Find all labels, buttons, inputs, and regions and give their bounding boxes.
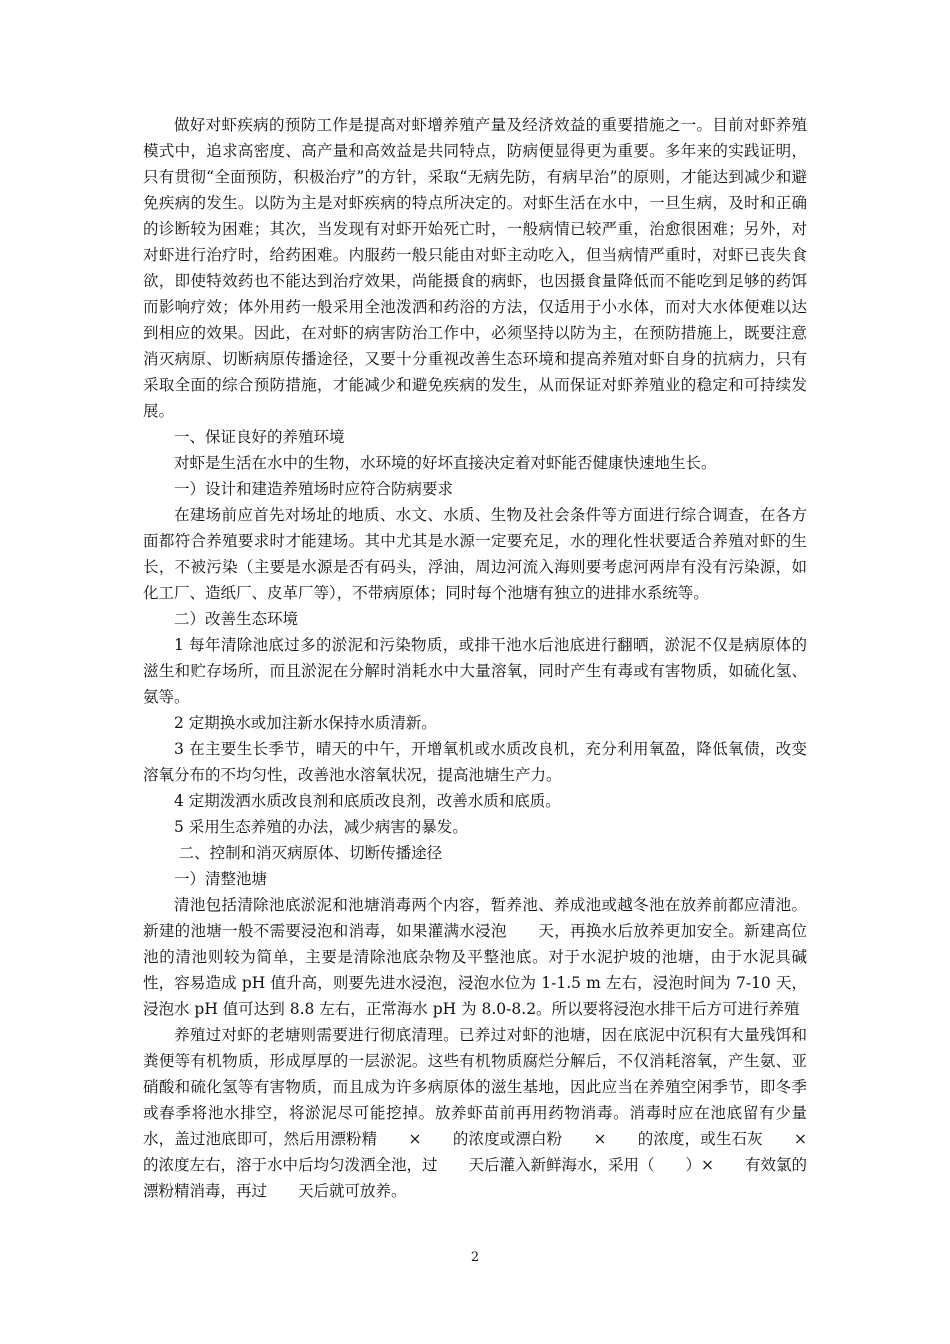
list-item-5: 5 采用生态养殖的办法，减少病害的暴发。 [174,818,468,836]
heading-subsection-1-2: 二）改善生态环境 [174,610,299,628]
paragraph-pond-cleaning: 清池包括清除池底淤泥和池塘消毒两个内容，暂养池、养成池或越冬池在放养前都应清池。新建的池塘一般不需要浸泡和消毒，如果灌满水浸泡 天，再换水后放养更加安全。新建高位池的清池则较为简单，主要是清除池底杂物及平整池底。对于水泥护坡的池塘，由于水泥具碱性，容易造成 pH 值升高，则要先进水浸泡，浸泡水位为 1-1.5 m 左右，浸泡时间为 7-10 天，浸泡水 pH 值可达到 8.8 左右，正常海水 pH 为 8.0-8.2。所以要将浸泡水排干后方可进行养殖 [143,896,807,1018]
page-number: 2 [470,1250,480,1265]
list-item-1: 1 每年清除池底过多的淤泥和污染物质，或排干池水后池底进行翻晒，淤泥不仅是病原体的滋生和贮存场所，而且淤泥在分解时消耗水中大量溶氧，同时产生有毒或有害物质，如硫化氢、氨等。 [143,636,807,706]
paragraph-section-1-intro: 对虾是生活在水中的生物，水环境的好坏直接决定着对虾能否健康快速地生长。 [174,454,717,472]
body-text [143,112,839,1204]
heading-subsection-2-1: 一）清整池塘 [174,870,268,888]
heading-section-1: 一、保证良好的养殖环境 [174,428,345,446]
paragraph-old-pond: 养殖过对虾的老塘则需要进行彻底清理。已养过对虾的池塘，因在底泥中沉积有大量残饵和粪便等有机物质，形成厚厚的一层淤泥。这些有机物质腐烂分解后，不仅消耗溶氧，产生氨、亚硝酸和硫化氢等有害物质，而且成为许多病原体的滋生基地，因此应当在养殖空闲季节，即冬季或春季将池水排空，将淤泥尽可能挖掉。放养虾苗前再用药物消毒。消毒时应在池底留有少量水，盖过池底即可，然后用漂粉精 × 的浓度或漂白粉 × 的浓度，或生石灰 × 的浓度左右，溶于水中后均匀泼洒全池，过 天后灌入新鲜海水，采用（ ）× 有效氯的漂粉精消毒，再过 天后就可放养。 [143,1026,839,1200]
list-item-4: 4 定期泼洒水质改良剂和底质改良剂，改善水质和底质。 [174,792,561,810]
paragraph-site-survey: 在建场前应首先对场址的地质、水文、水质、生物及社会条件等方面进行综合调查，在各方面都符合养殖要求时才能建场。其中尤其是水源一定要充足，水的理化性状要适合养殖对虾的生长，不被污染（主要是水源是否有码头，浮油，周边河流入海则要考虑河两岸有没有污染源，如化工厂、造纸厂、皮革厂等），不带病原体；同时每个池塘有独立的进排水系统等。 [143,506,807,602]
paragraph-intro: 做好对虾疾病的预防工作是提高对虾增养殖产量及经济效益的重要措施之一。目前对虾养殖模式中，追求高密度、高产量和高效益是共同特点，防病便显得更为重要。多年来的实践证明，只有贯彻“全面预防，积极治疗”的方针，采取“无病先防，有病早治”的原则，才能达到减少和避免疾病的发生。以防为主是对虾疾病的特点所决定的。对虾生活在水中，一旦生病，及时和正确的诊断较为困难；其次，当发现有对虾开始死亡时，一般病情已较严重，治愈很困难；另外，对对虾进行治疗时，给药困难。内服药一般只能由对虾主动吃入，但当病情严重时，对虾已丧失食欲，即使特效药也不能达到治疗效果，尚能摄食的病虾，也因摄食量降低而不能吃到足够的药饵而影响疗效；体外用药一般采用全池泼洒和药浴的方法，仅适用于小水体，而对大水体便难以达到相应的效果。因此，在对虾的病害防治工作中，必须坚持以防为主，在预防措施上，既要注意消灭病原、切断病原传播途径，又要十分重视改善生态环境和提高养殖对虾自身的抗病力，只有采取全面的综合预防措施，才能减少和避免疾病的发生，从而保证对虾养殖业的稳定和可持续发展。 [143,116,807,420]
heading-subsection-1-1: 一）设计和建造养殖场时应符合防病要求 [174,480,454,498]
list-item-2: 2 定期换水或加注新水保持水质清新。 [174,714,437,732]
heading-section-2: 二、控制和消灭病原体、切断传播途径 [178,844,443,862]
list-item-3: 3 在主要生长季节，晴天的中午，开增氧机或水质改良机，充分利用氧盈，降低氧债，改变溶氧分布的不均匀性，改善池水溶氧状况，提高池塘生产力。 [143,740,807,784]
